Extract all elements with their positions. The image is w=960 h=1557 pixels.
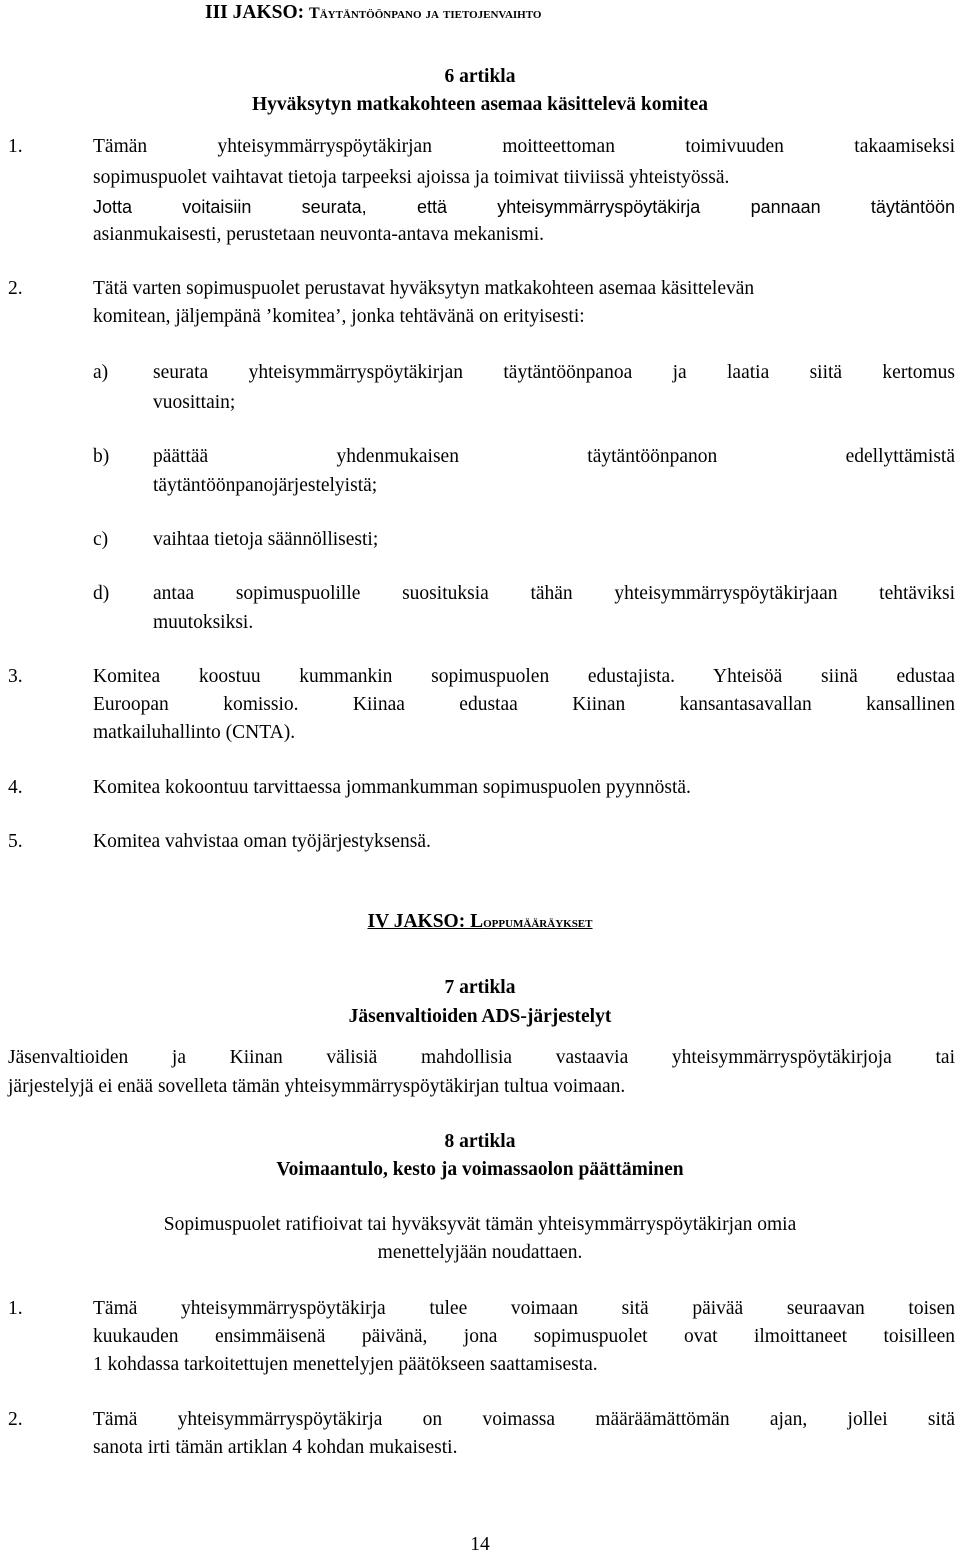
section-heading-iii xyxy=(205,2,541,24)
paragraph-line: sopimuspuolet vaihtavat tietoja tarpeeksi ajoissa ja toimivat tiiviissä yhteistyössä. xyxy=(93,167,730,188)
section-heading-rest: oppumääräykset xyxy=(483,914,593,931)
paragraph-line: komitean, jäljempänä ’komitea’, jonka tehtävänä on erityisesti: xyxy=(93,306,585,327)
paragraph-line: 1 kohdassa tarkoitettujen menettelyjen päätökseen saattamisesta. xyxy=(93,1354,598,1375)
list-item-letter: a) xyxy=(93,362,109,383)
article-number: 8 artikla xyxy=(444,1131,516,1152)
paragraph-line: Sopimuspuolet ratifioivat tai hyväksyvät tämän yhteisymmärryspöytäkirjan omia xyxy=(163,1214,797,1235)
paragraph-line: matkailuhallinto (CNTA). xyxy=(93,722,296,743)
section-heading-rest: Täytäntöönpano ja tietojenvaihto xyxy=(309,5,542,22)
paragraph-line: Komitea vahvistaa oman työjärjestyksensä. xyxy=(93,831,431,852)
paragraph-line: Jäsenvaltioiden ja Kiinan välisiä mahdollisia vastaavia yhteisymmärryspöytäkirjoja tai xyxy=(8,1047,955,1068)
paragraph-line: kuukauden ensimmäisenä päivänä, jona sopimuspuolet ovat ilmoittaneet toisilleen xyxy=(93,1326,955,1347)
paragraph-number: 5. xyxy=(8,831,23,852)
section-heading-iv xyxy=(0,911,960,933)
paragraph-number: 4. xyxy=(8,777,23,798)
list-item-letter: d) xyxy=(93,583,110,604)
list-item-line: seurata yhteisymmärryspöytäkirjan täytäntöönpanoa ja laatia siitä kertomus xyxy=(153,362,955,383)
list-item-letter: b) xyxy=(93,446,110,467)
page-number: 14 xyxy=(470,1534,490,1555)
paragraph-number: 2. xyxy=(8,1409,23,1430)
list-item-line: vuosittain; xyxy=(153,392,236,413)
list-item-line: vaihtaa tietoja säännöllisesti; xyxy=(153,529,379,550)
article-title: Hyväksytyn matkakohteen asemaa käsittelevä komitea xyxy=(251,94,709,115)
article-number: 7 artikla xyxy=(444,977,516,998)
paragraph-line: asianmukaisesti, perustetaan neuvonta-antava mekanismi. xyxy=(93,224,545,245)
list-item-line: täytäntöönpanojärjestelyistä; xyxy=(153,475,378,496)
section-heading-prefix: III JAKSO: xyxy=(205,2,310,23)
paragraph-number: 3. xyxy=(8,666,23,687)
paragraph-line: sanota irti tämän artiklan 4 kohdan mukaisesti. xyxy=(93,1437,458,1458)
paragraph-line: Komitea koostuu kummankin sopimuspuolen edustajista. Yhteisöä siinä edustaa xyxy=(93,666,955,687)
paragraph-number: 2. xyxy=(8,278,23,299)
paragraph-line: Jotta voitaisiin seurata, että yhteisymmärryspöytäkirja pannaan täytäntöön xyxy=(93,197,955,217)
paragraph-line: Tämä yhteisymmärryspöytäkirja on voimassa määräämättömän ajan, jollei sitä xyxy=(93,1409,955,1430)
paragraph-line: Tätä varten sopimuspuolet perustavat hyväksytyn matkakohteen asemaa käsittelevän xyxy=(93,278,755,299)
paragraph-line: Euroopan komissio. Kiinaa edustaa Kiinan kansantasavallan kansallinen xyxy=(93,694,955,715)
paragraph-line: Komitea kokoontuu tarvittaessa jommankumman sopimuspuolen pyynnöstä. xyxy=(93,777,691,798)
article-title: Jäsenvaltioiden ADS-järjestelyt xyxy=(348,1006,612,1027)
paragraph-number: 1. xyxy=(8,136,23,157)
paragraph-line: Tämän yhteisymmärryspöytäkirjan moitteettoman toimivuuden takaamiseksi xyxy=(93,136,955,157)
list-item-line: päättää yhdenmukaisen täytäntöönpanon edellyttämistä xyxy=(153,446,955,467)
article-title: Voimaantulo, kesto ja voimassaolon päättäminen xyxy=(276,1159,684,1180)
section-heading-prefix: IV JAKSO: L xyxy=(367,911,484,932)
list-item-letter: c) xyxy=(93,529,109,550)
paragraph-number: 1. xyxy=(8,1298,23,1319)
paragraph-line: järjestelyjä ei enää sovelleta tämän yhteisymmärryspöytäkirjan tultua voimaan. xyxy=(8,1076,626,1097)
paragraph-line: menettelyjään noudattaen. xyxy=(377,1242,583,1263)
list-item-line: muutoksiksi. xyxy=(153,612,254,633)
list-item-line: antaa sopimuspuolille suosituksia tähän yhteisymmärryspöytäkirjaan tehtäviksi xyxy=(153,583,955,604)
paragraph-line: Tämä yhteisymmärryspöytäkirja tulee voimaan sitä päivää seuraavan toisen xyxy=(93,1298,955,1319)
article-number: 6 artikla xyxy=(444,66,516,87)
